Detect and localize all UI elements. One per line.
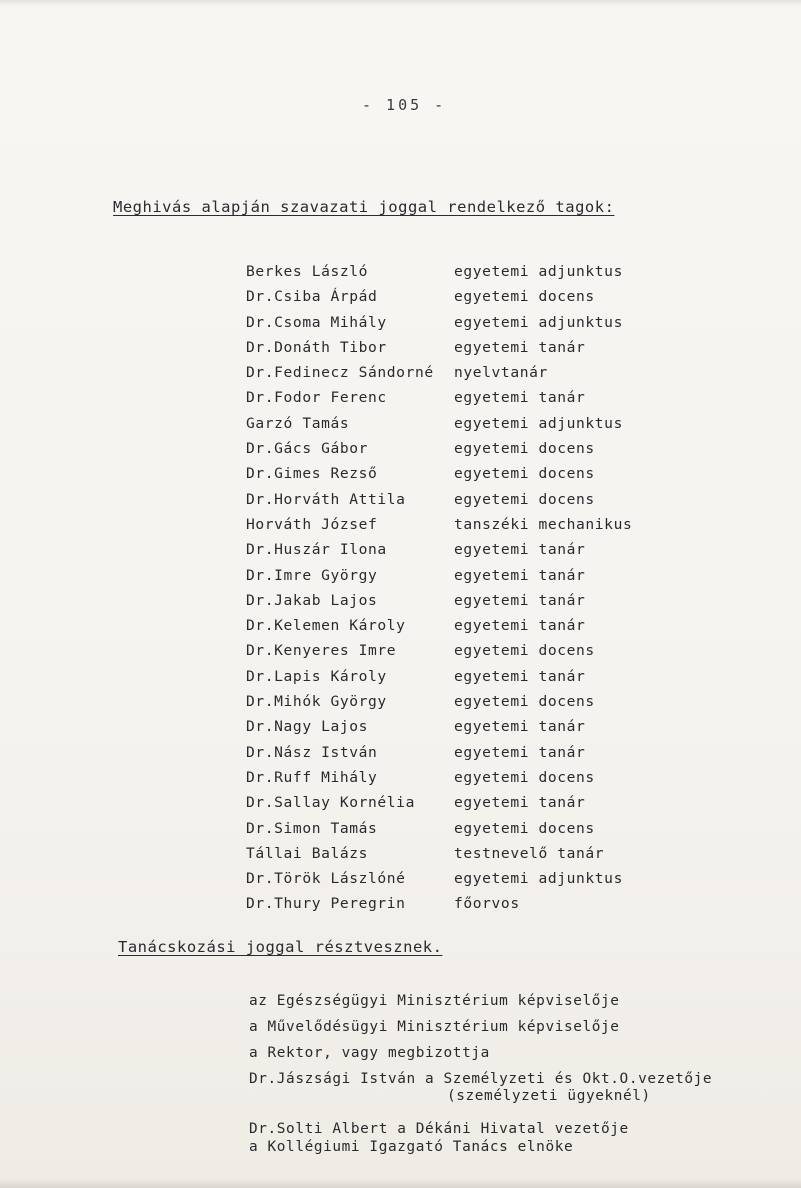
scan-edge-top — [0, 0, 801, 6]
member-name: Dr.Imre György — [246, 566, 378, 584]
member-title: egyetemi tanár — [454, 794, 586, 812]
member-name: Dr.Mihók György — [246, 693, 387, 711]
member-name: Berkes László — [246, 263, 369, 280]
member-name: Dr.Gimes Rezső — [246, 465, 378, 483]
member-title: nyelvtanár — [454, 364, 548, 382]
member-title: főorvos — [454, 895, 520, 913]
member-title: egyetemi tanár — [454, 591, 586, 609]
member-title: egyetemi tanár — [454, 389, 586, 407]
member-name: Dr.Nagy Lajos — [246, 718, 369, 736]
member-title: testnevelő tanár — [454, 844, 605, 862]
member-name: Dr.Horváth Attila — [246, 490, 406, 508]
member-name: Dr.Kelemen Károly — [246, 617, 406, 635]
member-title: egyetemi tanár — [454, 541, 586, 559]
member-title: egyetemi docens — [454, 440, 595, 458]
member-name: Dr.Jakab Lajos — [246, 591, 378, 609]
member-name: Dr.Fedinecz Sándorné — [246, 364, 434, 382]
member-title: egyetemi tanár — [454, 338, 586, 356]
member-name: Dr.Gács Gábor — [246, 440, 369, 458]
member-name: Dr.Thury Peregrin — [246, 895, 406, 913]
list-item: a Művelődésügyi Minisztérium képviselője — [249, 1019, 620, 1035]
member-title: egyetemi tanár — [454, 718, 586, 736]
list-item: Dr.Solti Albert a Dékáni Hivatal vezetője — [249, 1121, 629, 1137]
member-title: egyetemi docens — [454, 288, 595, 306]
member-title: tanszéki mechanikus — [454, 515, 633, 533]
member-title: egyetemi adjunktus — [454, 313, 623, 331]
list-item: Dr.Jászsági István a Személyzeti és Okt.O.vezetője — [249, 1071, 713, 1087]
member-name: Dr.Csoma Mihály — [246, 313, 387, 331]
member-name: Dr.Ruff Mihály — [246, 768, 378, 786]
member-title: egyetemi docens — [454, 819, 595, 837]
member-title: egyetemi docens — [454, 768, 595, 786]
member-title: egyetemi tanár — [454, 743, 586, 761]
member-name: Dr.Sallay Kornélia — [246, 794, 415, 812]
member-title: egyetemi docens — [454, 693, 595, 711]
member-title: egyetemi docens — [454, 642, 595, 660]
member-title: egyetemi adjunktus — [454, 414, 623, 432]
member-name: Dr.Donáth Tibor — [246, 338, 387, 356]
list-item: az Egészségügyi Minisztérium képviselője — [249, 993, 620, 1009]
member-name: Dr.Lapis Károly — [246, 667, 387, 685]
member-name: Dr.Csiba Árpád — [246, 288, 378, 306]
section-heading-voting-members: Meghivás alapján szavazati joggal rendelkező tagok: — [113, 198, 615, 216]
member-title: egyetemi adjunktus — [454, 870, 623, 888]
member-name: Dr.Török Lászlóné — [246, 870, 406, 888]
member-name: Tállai Balázs — [246, 844, 369, 862]
member-title: egyetemi tanár — [454, 667, 586, 685]
member-title: egyetemi docens — [454, 490, 595, 508]
section-heading-advisory-members: Tanácskozási joggal résztvesznek. — [118, 938, 443, 956]
list-item: a Rektor, vagy megbizottja — [249, 1045, 490, 1061]
list-item-note: (személyzeti ügyeknél) — [447, 1088, 651, 1104]
member-name: Dr.Kenyeres Imre — [246, 642, 397, 660]
member-name: Garzó Tamás — [246, 414, 350, 432]
member-name: Dr.Simon Tamás — [246, 819, 378, 837]
member-title: egyetemi docens — [454, 465, 595, 483]
list-item: a Kollégiumi Igazgató Tanács elnöke — [249, 1139, 574, 1155]
member-name: Dr.Fodor Ferenc — [246, 389, 387, 407]
member-name: Dr.Nász István — [246, 743, 378, 761]
member-title: egyetemi adjunktus — [454, 263, 623, 280]
member-name: Horváth József — [246, 515, 378, 533]
page-number: - 105 - — [362, 96, 447, 114]
member-title: egyetemi tanár — [454, 566, 586, 584]
member-title: egyetemi tanár — [454, 617, 586, 635]
scan-edge-bottom — [0, 1178, 801, 1188]
member-name: Dr.Huszár Ilona — [246, 541, 387, 559]
